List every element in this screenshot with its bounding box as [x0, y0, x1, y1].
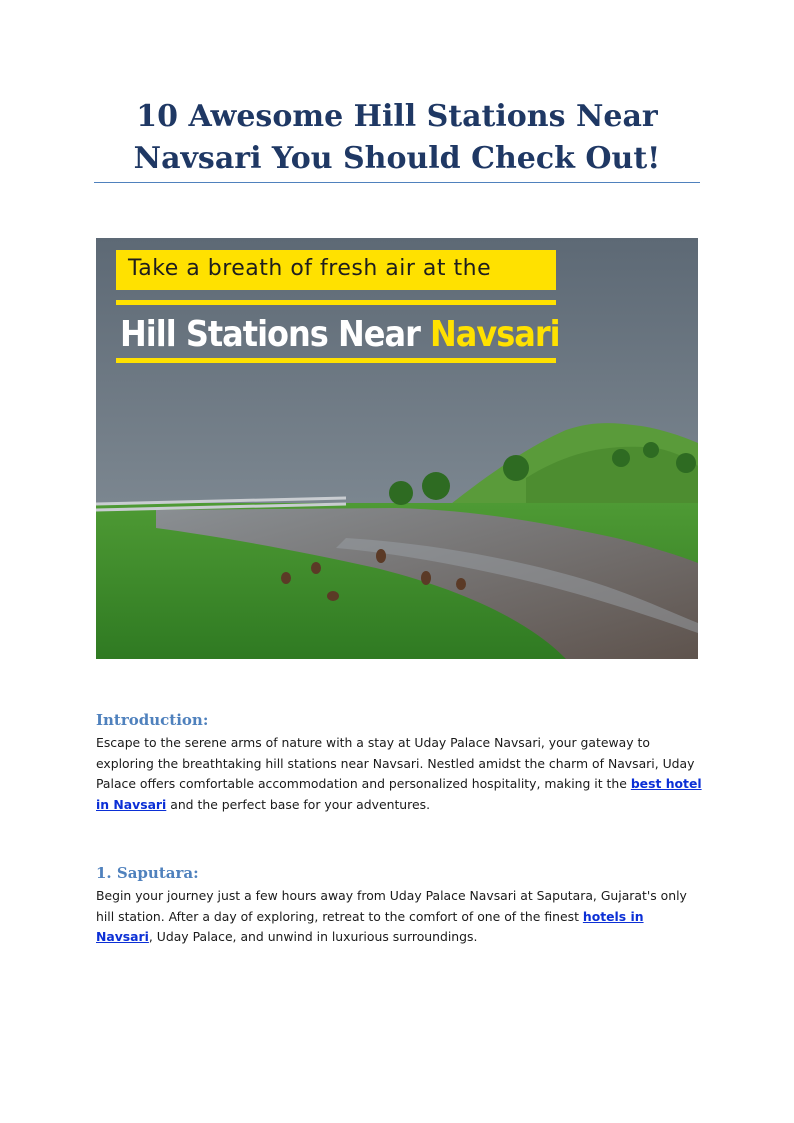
title-underline — [94, 182, 700, 183]
page-title-line-1: 10 Awesome Hill Stations Near — [136, 99, 658, 134]
hotels-link[interactable]: hotels in Navsari — [96, 908, 644, 944]
page-title-line-2: Navsari You Should Check Out! — [133, 141, 661, 176]
saputara-text-before-link: Begin your journey just a few hours away from Uday Palace Navsari at Saputara, Gujarat's only hill station. After a day of exploring, retreat to the comfort of one of the finest — [96, 888, 687, 924]
intro-paragraph — [96, 733, 702, 815]
banner-line-1 — [116, 250, 556, 290]
intro-heading: Introduction: — [96, 711, 209, 729]
hero-image — [96, 238, 698, 659]
banner-line-2-highlight: Navsari — [429, 312, 560, 355]
banner-bottom-bar — [116, 358, 556, 363]
banner-line-2 — [120, 310, 560, 357]
page-title — [94, 96, 700, 180]
intro-text-after-link: and the perfect base for your adventures. — [166, 796, 431, 812]
banner-line-2-main: Hill Stations Near — [120, 312, 430, 355]
banner-line-1-text: Take a breath of fresh air at the — [128, 256, 492, 281]
saputara-paragraph — [96, 886, 702, 948]
saputara-heading: 1. Saputara: — [96, 864, 199, 882]
banner-top-bar — [116, 300, 556, 305]
best-hotel-link[interactable]: best hotel in Navsari — [96, 776, 702, 812]
intro-text-before-link: Escape to the serene arms of nature with a stay at Uday Palace Navsari, your gateway to exploring the breathtaking hill stations near Navsari. Nestled amidst the charm of Navsari, Uday Palace offers comfortable accommodation and personalized hospitality, making it the — [96, 735, 695, 791]
saputara-text-after-link: , Uday Palace, and unwind in luxurious surroundings. — [148, 929, 478, 944]
